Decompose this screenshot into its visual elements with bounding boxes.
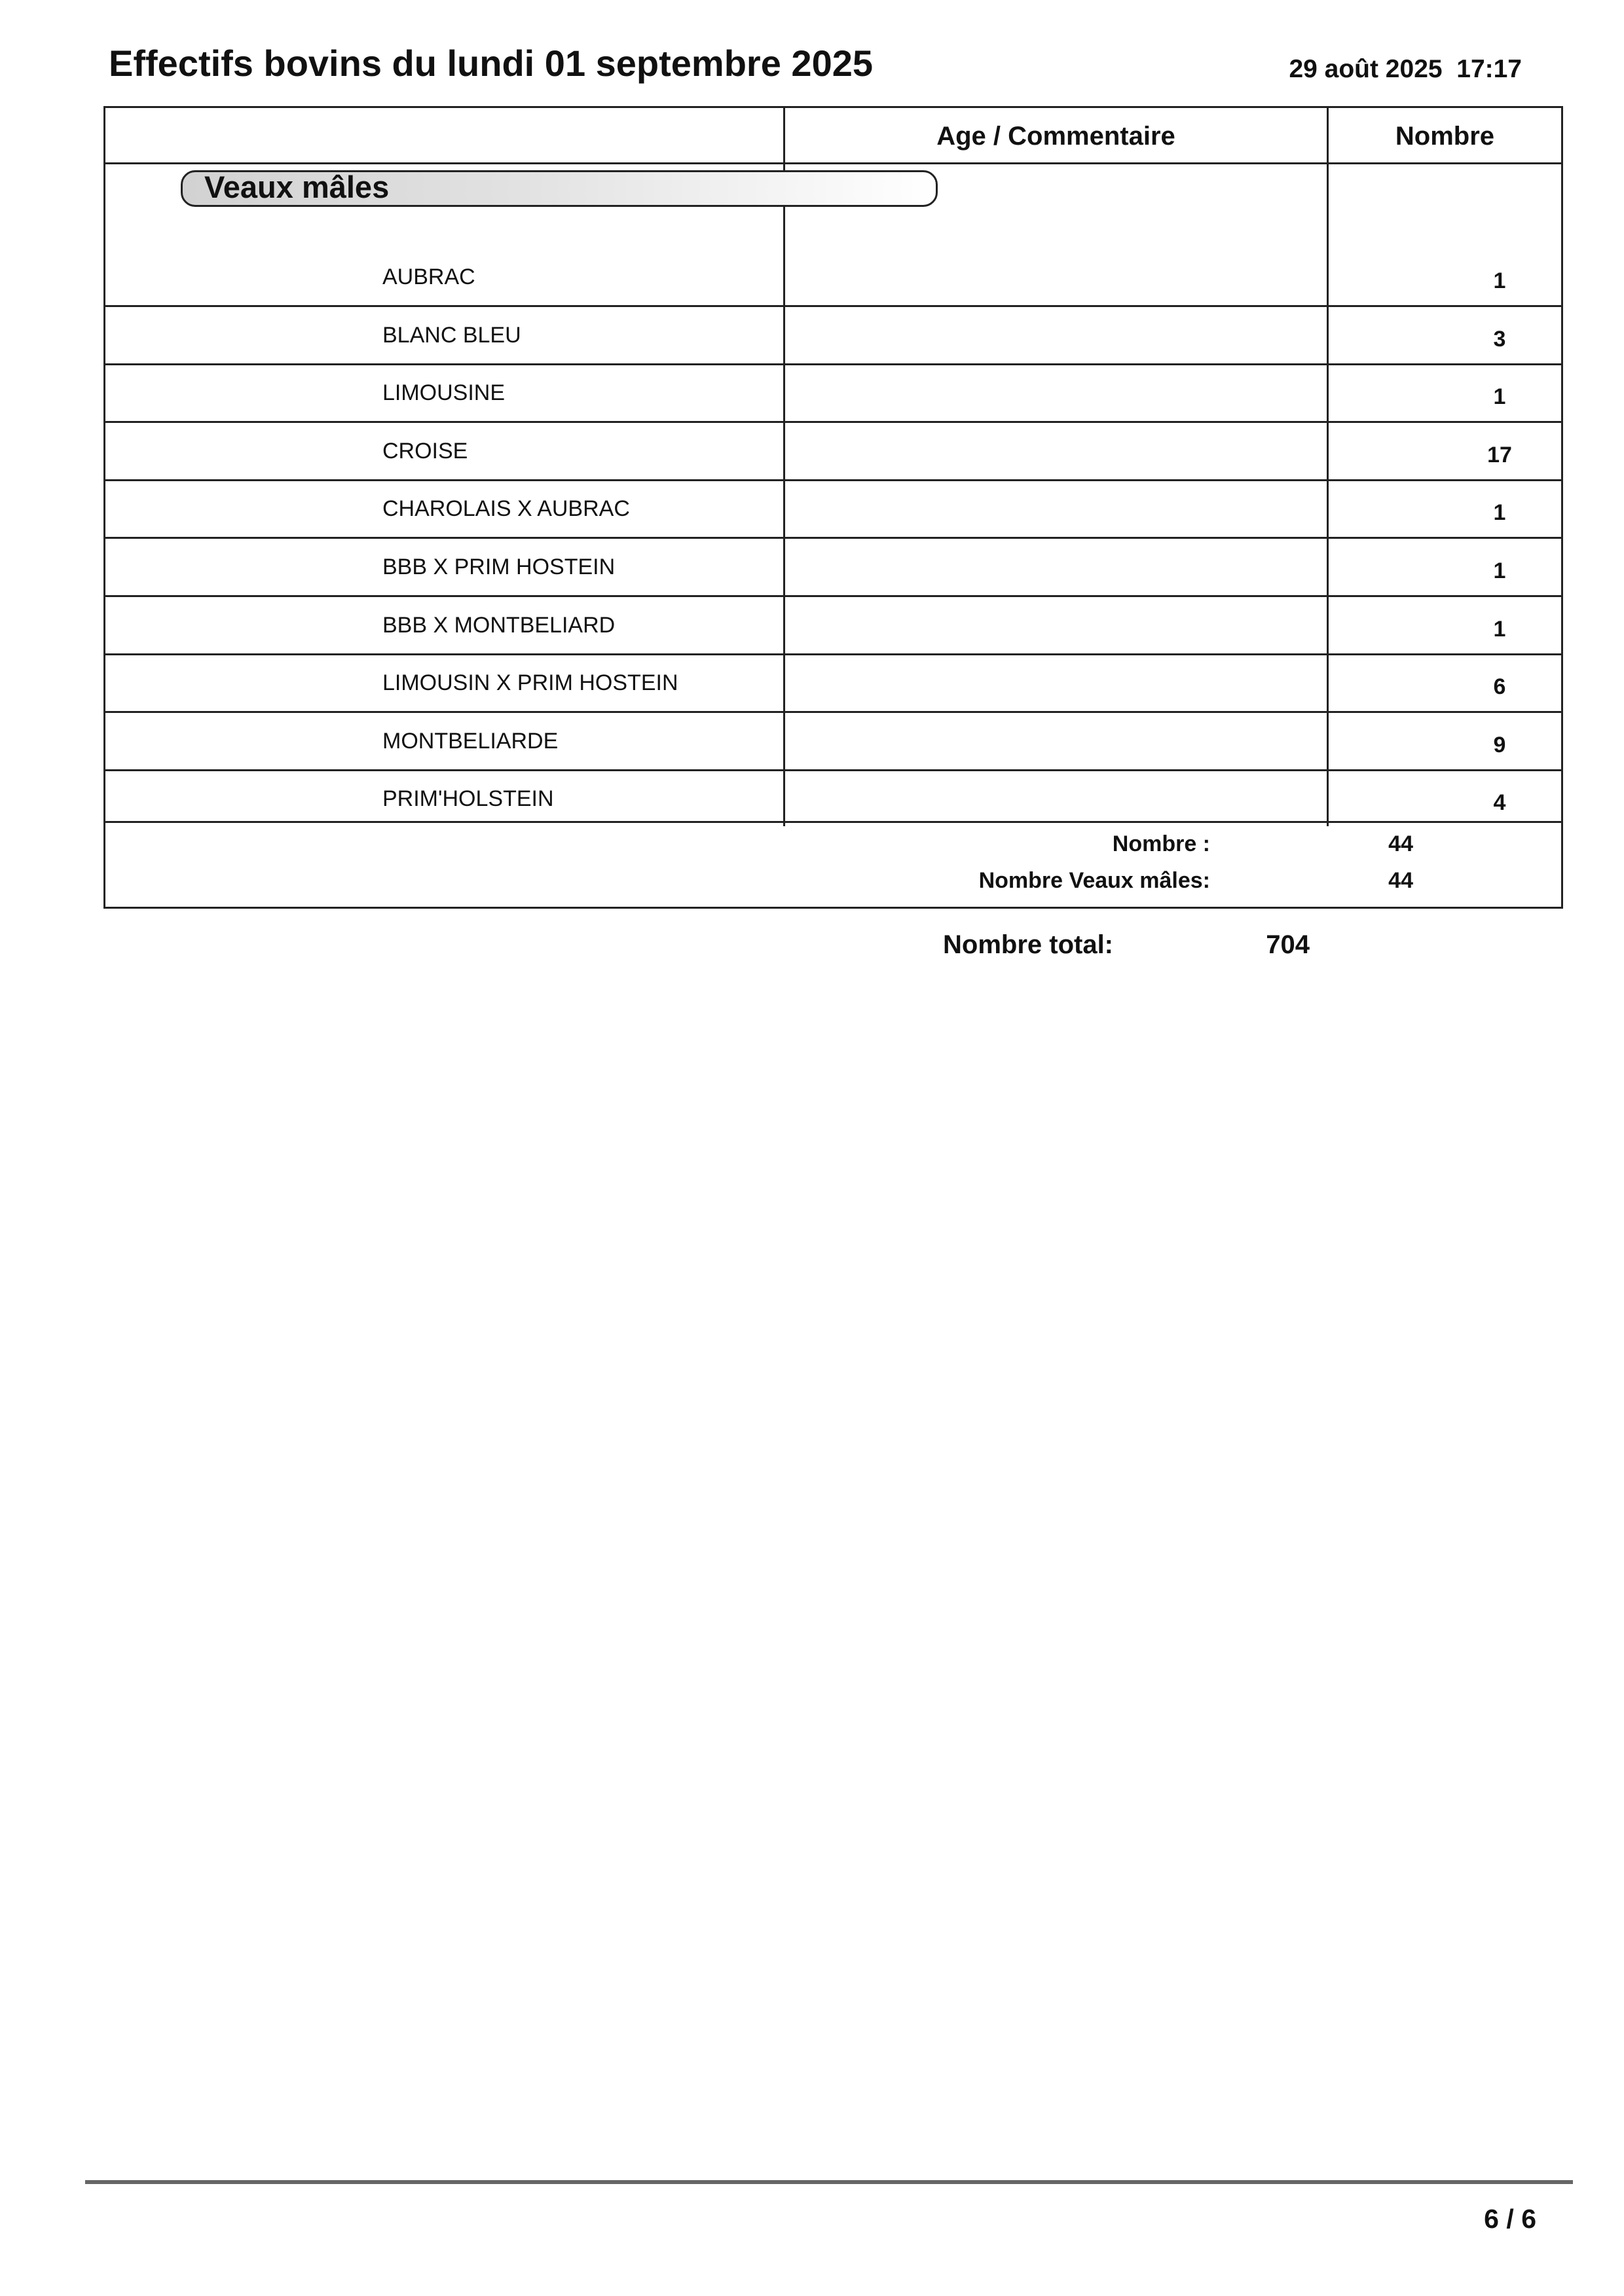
page-number [1484,2204,1536,2234]
group-total-label: Nombre Veaux mâles: [978,868,1210,893]
page-separator: / [1506,2204,1514,2234]
grand-total-value: 704 [1266,930,1310,959]
table-row [103,597,1563,655]
table-row [103,539,1563,596]
breed-name: BBB X MONTBELIARD [382,612,616,638]
breed-count: 17 [1487,442,1512,467]
breed-count: 6 [1493,674,1506,700]
breed-count: 1 [1493,384,1506,410]
print-time: 17:17 [1456,55,1522,83]
breed-name: CROISE [382,438,468,464]
group-total-value: 44 [1388,868,1413,893]
breed-count: 1 [1493,558,1506,583]
table-row [103,365,1563,422]
breed-count: 3 [1493,326,1506,352]
print-date: 29 août 2025 [1289,55,1443,83]
subtotal-label: Nombre : [1112,831,1210,856]
breed-name: BBB X PRIM HOSTEIN [382,555,616,579]
subtotal-value: 44 [1388,831,1413,856]
page-total: 6 [1521,2204,1536,2234]
grand-total-label: Nombre total: [943,930,1113,959]
table-row [103,307,1563,365]
column-header-count: Nombre [1395,122,1495,151]
footer-divider [85,2180,1573,2184]
breed-count: 1 [1493,268,1506,293]
breed-count: 4 [1493,790,1506,816]
breed-name: LIMOUSINE [382,380,506,406]
table-row [103,713,1563,771]
breed-name: LIMOUSIN X PRIM HOSTEIN [382,670,678,696]
group-title: Veaux mâles [204,170,390,204]
table-row [103,771,1563,828]
livestock-table [103,106,1563,909]
table-row [103,423,1563,481]
breed-count: 1 [1493,500,1506,526]
table-row [103,481,1563,538]
report-title: Effectifs bovins du lundi 01 septembre 2025 [109,43,874,84]
breed-name: PRIM'HOLSTEIN [382,786,554,812]
table-row [103,249,1563,306]
column-header-comment: Age / Commentaire [936,122,1175,151]
breed-name: BLANC BLEU [382,322,521,348]
breed-name: MONTBELIARDE [382,728,559,754]
breed-count: 9 [1493,732,1506,757]
page-current: 6 [1484,2204,1499,2234]
breed-name: CHAROLAIS X AUBRAC [382,496,630,522]
table-row [103,655,1563,712]
breed-name: AUBRAC [382,264,475,289]
breed-count: 1 [1493,616,1506,642]
print-timestamp [1289,55,1522,84]
